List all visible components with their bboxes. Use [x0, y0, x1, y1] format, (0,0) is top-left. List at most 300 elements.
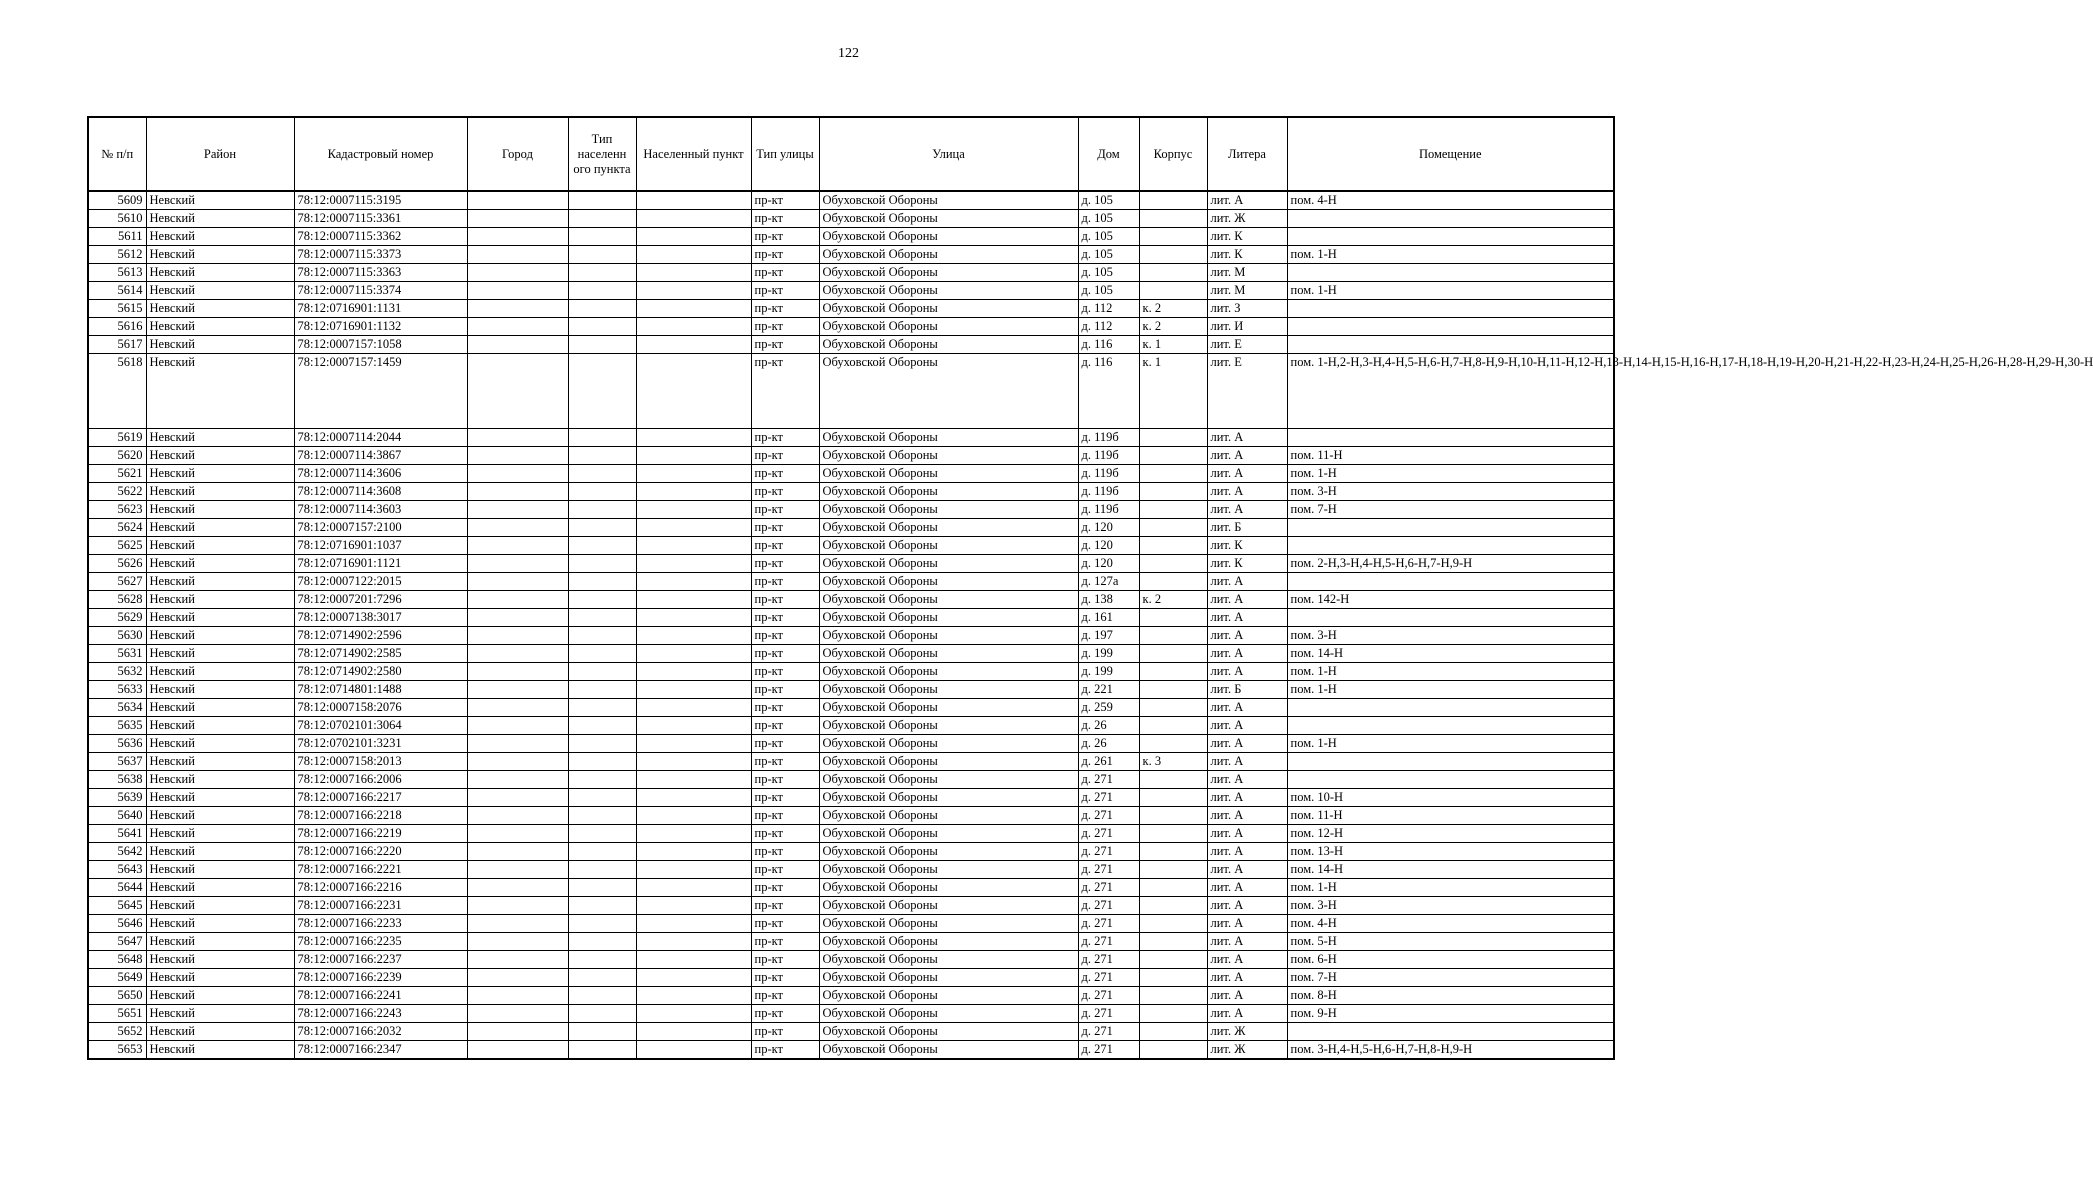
cell-num: 5649 — [88, 969, 146, 987]
cell-city — [467, 843, 568, 861]
cell-house: д. 26 — [1078, 735, 1139, 753]
cell-house: д. 197 — [1078, 627, 1139, 645]
cell-settlement — [636, 879, 751, 897]
cell-street-type: пр-кт — [751, 246, 819, 264]
cell-num: 5627 — [88, 573, 146, 591]
cell-settlement-type — [568, 879, 636, 897]
cell-street: Обуховской Обороны — [819, 609, 1078, 627]
cell-house: д. 271 — [1078, 987, 1139, 1005]
cell-letter: лит. А — [1207, 735, 1287, 753]
cell-street-type: пр-кт — [751, 681, 819, 699]
table-row — [88, 771, 1614, 789]
cell-street-type: пр-кт — [751, 915, 819, 933]
cell-house: д. 26 — [1078, 717, 1139, 735]
table-row — [88, 645, 1614, 663]
cell-letter: лит. А — [1207, 1005, 1287, 1023]
cell-building — [1139, 519, 1207, 537]
cell-cadastral: 78:12:0007114:3608 — [294, 483, 467, 501]
col-header-num: № п/п — [88, 117, 146, 191]
cell-house: д. 119б — [1078, 447, 1139, 465]
cell-cadastral: 78:12:0714902:2596 — [294, 627, 467, 645]
cell-letter: лит. М — [1207, 282, 1287, 300]
cell-room — [1287, 519, 1614, 537]
cell-building — [1139, 1005, 1207, 1023]
cell-street-type: пр-кт — [751, 969, 819, 987]
cell-settlement — [636, 537, 751, 555]
cell-district: Невский — [146, 465, 294, 483]
cell-settlement — [636, 483, 751, 501]
cell-settlement — [636, 264, 751, 282]
cell-settlement-type — [568, 210, 636, 228]
cell-street: Обуховской Обороны — [819, 969, 1078, 987]
cell-house: д. 271 — [1078, 843, 1139, 861]
cell-street: Обуховской Обороны — [819, 627, 1078, 645]
cell-letter: лит. К — [1207, 246, 1287, 264]
cell-building: к. 3 — [1139, 753, 1207, 771]
cell-cadastral: 78:12:0007166:2243 — [294, 1005, 467, 1023]
cell-settlement-type — [568, 1023, 636, 1041]
cell-street: Обуховской Обороны — [819, 807, 1078, 825]
cell-building — [1139, 429, 1207, 447]
cell-district: Невский — [146, 573, 294, 591]
cell-street: Обуховской Обороны — [819, 318, 1078, 336]
cell-street: Обуховской Обороны — [819, 825, 1078, 843]
cell-settlement-type — [568, 465, 636, 483]
cell-building — [1139, 191, 1207, 210]
cell-house: д. 271 — [1078, 969, 1139, 987]
table-row — [88, 354, 1614, 429]
cell-street: Обуховской Обороны — [819, 861, 1078, 879]
cell-num: 5643 — [88, 861, 146, 879]
cell-room: пом. 1-Н — [1287, 465, 1614, 483]
cell-street-type: пр-кт — [751, 609, 819, 627]
cell-settlement — [636, 210, 751, 228]
cell-settlement — [636, 825, 751, 843]
cell-district: Невский — [146, 843, 294, 861]
cell-street-type: пр-кт — [751, 717, 819, 735]
cell-settlement-type — [568, 861, 636, 879]
cell-district: Невский — [146, 879, 294, 897]
cell-letter: лит. К — [1207, 228, 1287, 246]
cell-city — [467, 318, 568, 336]
cell-city — [467, 501, 568, 519]
cell-street-type: пр-кт — [751, 191, 819, 210]
cell-building — [1139, 573, 1207, 591]
cell-settlement-type — [568, 663, 636, 681]
cell-settlement — [636, 519, 751, 537]
cell-street-type: пр-кт — [751, 735, 819, 753]
cell-city — [467, 699, 568, 717]
cell-room: пом. 1-Н — [1287, 681, 1614, 699]
cell-letter: лит. А — [1207, 447, 1287, 465]
cell-room — [1287, 336, 1614, 354]
cell-num: 5618 — [88, 354, 146, 429]
cell-settlement-type — [568, 699, 636, 717]
cell-settlement-type — [568, 915, 636, 933]
cell-cadastral: 78:12:0007158:2076 — [294, 699, 467, 717]
cell-street: Обуховской Обороны — [819, 228, 1078, 246]
table-row — [88, 429, 1614, 447]
cell-letter: лит. З — [1207, 300, 1287, 318]
cell-building — [1139, 282, 1207, 300]
cell-cadastral: 78:12:0702101:3231 — [294, 735, 467, 753]
cell-settlement — [636, 555, 751, 573]
cell-district: Невский — [146, 987, 294, 1005]
cell-room: пом. 3-Н — [1287, 897, 1614, 915]
cell-room: пом. 5-Н — [1287, 933, 1614, 951]
cell-city — [467, 879, 568, 897]
cell-street: Обуховской Обороны — [819, 879, 1078, 897]
cell-letter: лит. К — [1207, 537, 1287, 555]
cell-street: Обуховской Обороны — [819, 699, 1078, 717]
cell-letter: лит. А — [1207, 501, 1287, 519]
col-header-cadastral: Кадастровый номер — [294, 117, 467, 191]
cell-room: пом. 1-Н,2-Н,3-Н,4-Н,5-Н,6-Н,7-Н,8-Н,9-Н,10-Н,11-Н,12-Н,13-Н,14-Н,15-Н,16-Н,17-Н,18-Н,19-Н,20-Н,21-Н,22-Н,23-Н,24-Н,25-Н,26-Н,28-Н,29-Н,30-Н — [1287, 354, 1614, 429]
cell-cadastral: 78:12:0007166:2219 — [294, 825, 467, 843]
table-row — [88, 537, 1614, 555]
cell-district: Невский — [146, 210, 294, 228]
cell-settlement-type — [568, 753, 636, 771]
cell-city — [467, 300, 568, 318]
cell-settlement-type — [568, 987, 636, 1005]
cell-num: 5633 — [88, 681, 146, 699]
col-header-house: Дом — [1078, 117, 1139, 191]
table-row — [88, 465, 1614, 483]
cell-letter: лит. А — [1207, 191, 1287, 210]
table-row — [88, 555, 1614, 573]
cell-letter: лит. А — [1207, 807, 1287, 825]
cell-city — [467, 1041, 568, 1060]
cell-district: Невский — [146, 807, 294, 825]
cell-settlement — [636, 807, 751, 825]
cell-letter: лит. М — [1207, 264, 1287, 282]
cell-num: 5638 — [88, 771, 146, 789]
cell-num: 5621 — [88, 465, 146, 483]
cell-settlement — [636, 191, 751, 210]
cell-letter: лит. А — [1207, 663, 1287, 681]
cell-district: Невский — [146, 915, 294, 933]
table-row — [88, 501, 1614, 519]
cell-settlement — [636, 318, 751, 336]
cell-street: Обуховской Обороны — [819, 336, 1078, 354]
cell-letter: лит. Е — [1207, 336, 1287, 354]
table-row — [88, 1005, 1614, 1023]
col-header-street: Улица — [819, 117, 1078, 191]
cell-street: Обуховской Обороны — [819, 300, 1078, 318]
cell-num: 5616 — [88, 318, 146, 336]
cell-street-type: пр-кт — [751, 645, 819, 663]
cell-city — [467, 336, 568, 354]
cell-num: 5640 — [88, 807, 146, 825]
cell-building — [1139, 771, 1207, 789]
cell-letter: лит. А — [1207, 609, 1287, 627]
cell-settlement — [636, 336, 751, 354]
cell-num: 5647 — [88, 933, 146, 951]
cell-city — [467, 1005, 568, 1023]
cell-street: Обуховской Обороны — [819, 537, 1078, 555]
cell-room — [1287, 1023, 1614, 1041]
cell-num: 5644 — [88, 879, 146, 897]
cell-street-type: пр-кт — [751, 789, 819, 807]
table-row — [88, 915, 1614, 933]
cell-building — [1139, 717, 1207, 735]
cell-cadastral: 78:12:0007166:2233 — [294, 915, 467, 933]
cell-num: 5652 — [88, 1023, 146, 1041]
cell-street-type: пр-кт — [751, 354, 819, 429]
cell-house: д. 271 — [1078, 915, 1139, 933]
cell-city — [467, 825, 568, 843]
cell-settlement-type — [568, 537, 636, 555]
cell-settlement — [636, 753, 751, 771]
cell-room: пом. 1-Н — [1287, 735, 1614, 753]
cell-letter: лит. Е — [1207, 354, 1287, 429]
cell-building — [1139, 483, 1207, 501]
cell-house: д. 161 — [1078, 609, 1139, 627]
cell-cadastral: 78:12:0007166:2235 — [294, 933, 467, 951]
cell-house: д. 105 — [1078, 191, 1139, 210]
cell-letter: лит. А — [1207, 627, 1287, 645]
cell-cadastral: 78:12:0702101:3064 — [294, 717, 467, 735]
cell-district: Невский — [146, 969, 294, 987]
cell-room — [1287, 699, 1614, 717]
cell-num: 5620 — [88, 447, 146, 465]
cell-street-type: пр-кт — [751, 771, 819, 789]
cell-settlement — [636, 861, 751, 879]
cell-building — [1139, 897, 1207, 915]
cell-building: к. 1 — [1139, 354, 1207, 429]
cell-cadastral: 78:12:0007166:2006 — [294, 771, 467, 789]
cell-street-type: пр-кт — [751, 933, 819, 951]
cell-settlement — [636, 573, 751, 591]
cell-street: Обуховской Обороны — [819, 501, 1078, 519]
cell-district: Невский — [146, 609, 294, 627]
table-row — [88, 483, 1614, 501]
cell-district: Невский — [146, 735, 294, 753]
cell-building: к. 2 — [1139, 318, 1207, 336]
cell-room: пом. 1-Н — [1287, 663, 1614, 681]
cell-district: Невский — [146, 1005, 294, 1023]
cell-settlement-type — [568, 681, 636, 699]
cell-street: Обуховской Обороны — [819, 897, 1078, 915]
cell-street: Обуховской Обороны — [819, 429, 1078, 447]
cell-building — [1139, 228, 1207, 246]
cell-room — [1287, 717, 1614, 735]
cell-letter: лит. А — [1207, 843, 1287, 861]
table-row — [88, 300, 1614, 318]
cell-house: д. 261 — [1078, 753, 1139, 771]
cell-district: Невский — [146, 228, 294, 246]
cell-street-type: пр-кт — [751, 591, 819, 609]
cell-cadastral: 78:12:0007166:2347 — [294, 1041, 467, 1060]
cell-settlement — [636, 933, 751, 951]
cell-room: пом. 4-Н — [1287, 191, 1614, 210]
cell-letter: лит. А — [1207, 951, 1287, 969]
cell-city — [467, 897, 568, 915]
cell-house: д. 271 — [1078, 897, 1139, 915]
cell-building — [1139, 1023, 1207, 1041]
table-row — [88, 861, 1614, 879]
cell-city — [467, 609, 568, 627]
cell-num: 5632 — [88, 663, 146, 681]
cell-settlement-type — [568, 336, 636, 354]
cell-cadastral: 78:12:0716901:1037 — [294, 537, 467, 555]
table-row — [88, 336, 1614, 354]
cell-cadastral: 78:12:0007166:2231 — [294, 897, 467, 915]
cell-cadastral: 78:12:0007114:3867 — [294, 447, 467, 465]
cell-city — [467, 663, 568, 681]
cell-building — [1139, 645, 1207, 663]
cell-house: д. 271 — [1078, 951, 1139, 969]
cell-house: д. 271 — [1078, 933, 1139, 951]
cell-settlement-type — [568, 591, 636, 609]
cell-city — [467, 807, 568, 825]
cell-street: Обуховской Обороны — [819, 555, 1078, 573]
col-header-room: Помещение — [1287, 117, 1614, 191]
cell-city — [467, 627, 568, 645]
cell-house: д. 112 — [1078, 318, 1139, 336]
cell-street-type: пр-кт — [751, 318, 819, 336]
table-row — [88, 897, 1614, 915]
cell-city — [467, 915, 568, 933]
cell-settlement-type — [568, 282, 636, 300]
cell-cadastral: 78:12:0007115:3374 — [294, 282, 467, 300]
cell-district: Невский — [146, 264, 294, 282]
cell-city — [467, 969, 568, 987]
cell-house: д. 119б — [1078, 501, 1139, 519]
cell-cadastral: 78:12:0007157:1459 — [294, 354, 467, 429]
cell-district: Невский — [146, 501, 294, 519]
cell-letter: лит. А — [1207, 933, 1287, 951]
cell-street: Обуховской Обороны — [819, 573, 1078, 591]
cell-settlement — [636, 969, 751, 987]
cell-building — [1139, 879, 1207, 897]
cell-house: д. 199 — [1078, 645, 1139, 663]
cell-letter: лит. А — [1207, 429, 1287, 447]
cell-room: пом. 7-Н — [1287, 969, 1614, 987]
cell-district: Невский — [146, 318, 294, 336]
cell-num: 5639 — [88, 789, 146, 807]
cell-district: Невский — [146, 300, 294, 318]
cell-district: Невский — [146, 537, 294, 555]
table-row — [88, 282, 1614, 300]
cell-cadastral: 78:12:0007166:2217 — [294, 789, 467, 807]
cell-letter: лит. А — [1207, 861, 1287, 879]
cell-district: Невский — [146, 447, 294, 465]
cell-cadastral: 78:12:0007166:2032 — [294, 1023, 467, 1041]
table-row — [88, 246, 1614, 264]
cell-street: Обуховской Обороны — [819, 483, 1078, 501]
cell-cadastral: 78:12:0007201:7296 — [294, 591, 467, 609]
cell-building — [1139, 807, 1207, 825]
cell-street-type: пр-кт — [751, 519, 819, 537]
cell-settlement — [636, 699, 751, 717]
cell-district: Невский — [146, 933, 294, 951]
cell-cadastral: 78:12:0007114:2044 — [294, 429, 467, 447]
cell-district: Невский — [146, 282, 294, 300]
cell-cadastral: 78:12:0007157:1058 — [294, 336, 467, 354]
table-row — [88, 789, 1614, 807]
cell-house: д. 112 — [1078, 300, 1139, 318]
cell-settlement — [636, 1005, 751, 1023]
cell-house: д. 221 — [1078, 681, 1139, 699]
cell-house: д. 120 — [1078, 555, 1139, 573]
cell-city — [467, 519, 568, 537]
cell-room: пом. 12-Н — [1287, 825, 1614, 843]
table-row — [88, 591, 1614, 609]
cell-city — [467, 537, 568, 555]
cell-room — [1287, 429, 1614, 447]
cell-cadastral: 78:12:0007166:2220 — [294, 843, 467, 861]
cell-cadastral: 78:12:0007166:2216 — [294, 879, 467, 897]
cell-settlement-type — [568, 609, 636, 627]
cell-city — [467, 735, 568, 753]
table-row — [88, 1023, 1614, 1041]
cell-num: 5626 — [88, 555, 146, 573]
cell-settlement — [636, 987, 751, 1005]
cell-num: 5629 — [88, 609, 146, 627]
cell-room: пом. 3-Н,4-Н,5-Н,6-Н,7-Н,8-Н,9-Н — [1287, 1041, 1614, 1060]
cell-settlement-type — [568, 519, 636, 537]
cell-settlement — [636, 300, 751, 318]
cell-building — [1139, 699, 1207, 717]
cell-street-type: пр-кт — [751, 501, 819, 519]
cell-settlement-type — [568, 264, 636, 282]
cell-house: д. 271 — [1078, 1023, 1139, 1041]
cell-settlement-type — [568, 1005, 636, 1023]
cell-street-type: пр-кт — [751, 573, 819, 591]
cell-letter: лит. Б — [1207, 519, 1287, 537]
table-body — [88, 191, 2093, 1059]
cell-street: Обуховской Обороны — [819, 753, 1078, 771]
cell-city — [467, 753, 568, 771]
col-header-settlement-type: Тип населенн ого пункта — [568, 117, 636, 191]
cell-settlement-type — [568, 969, 636, 987]
cell-house: д. 199 — [1078, 663, 1139, 681]
cell-district: Невский — [146, 1023, 294, 1041]
cell-city — [467, 483, 568, 501]
cell-district: Невский — [146, 645, 294, 663]
cell-num: 5612 — [88, 246, 146, 264]
cell-cadastral: 78:12:0716901:1132 — [294, 318, 467, 336]
cell-house: д. 116 — [1078, 336, 1139, 354]
cell-district: Невский — [146, 699, 294, 717]
cell-district: Невский — [146, 861, 294, 879]
cell-letter: лит. А — [1207, 915, 1287, 933]
cell-settlement — [636, 789, 751, 807]
cell-building — [1139, 843, 1207, 861]
cell-street: Обуховской Обороны — [819, 735, 1078, 753]
cell-street: Обуховской Обороны — [819, 354, 1078, 429]
page-number: 122 — [838, 46, 859, 61]
cell-room — [1287, 264, 1614, 282]
cell-settlement-type — [568, 354, 636, 429]
cell-settlement — [636, 663, 751, 681]
cell-house: д. 105 — [1078, 228, 1139, 246]
cell-letter: лит. А — [1207, 753, 1287, 771]
cell-room — [1287, 300, 1614, 318]
cell-room — [1287, 537, 1614, 555]
cell-district: Невский — [146, 753, 294, 771]
cell-num: 5648 — [88, 951, 146, 969]
cell-num: 5631 — [88, 645, 146, 663]
cell-room: пом. 9-Н — [1287, 1005, 1614, 1023]
cell-district: Невский — [146, 627, 294, 645]
cell-city — [467, 354, 568, 429]
table-row — [88, 447, 1614, 465]
cell-street: Обуховской Обороны — [819, 951, 1078, 969]
cell-city — [467, 681, 568, 699]
cell-street: Обуховской Обороны — [819, 645, 1078, 663]
